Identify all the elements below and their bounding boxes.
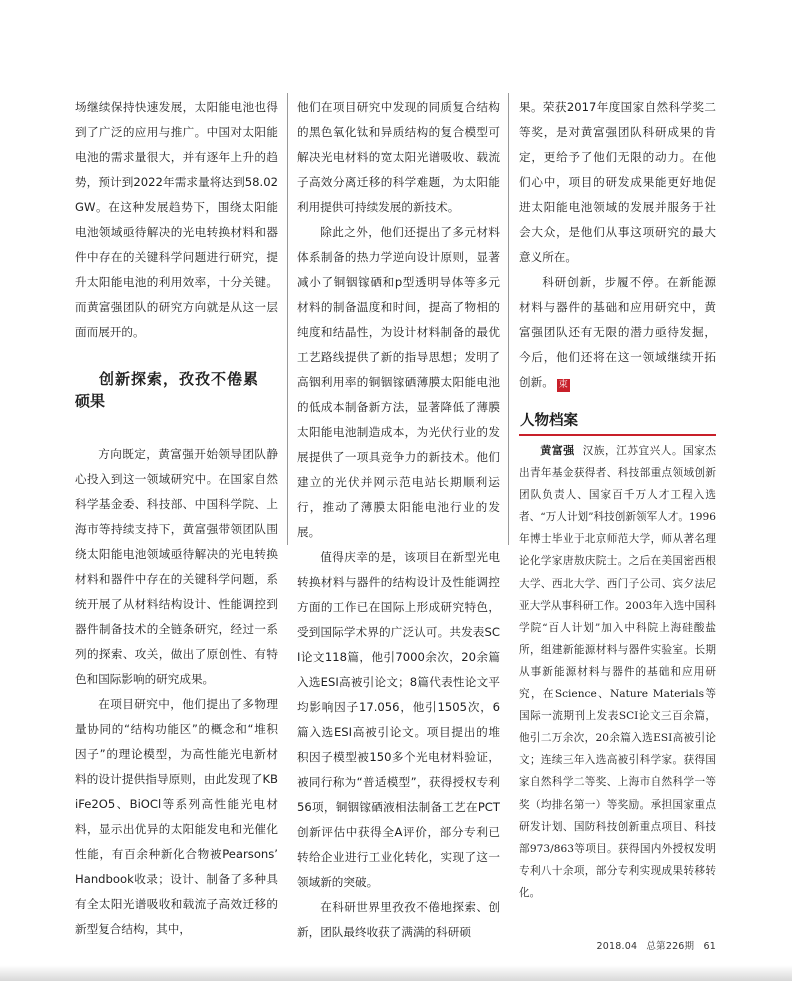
paragraph: 除此之外，他们还提出了多元材料体系制备的热力学逆向设计原则，显著减小了铜铟镓硒和p型透明导体等多元材料的制备温度和时间，提高了物相的纯度和结晶性，为设计材料制备的最优工艺路线提供了新的指导思想；发明了高铟利用率的铜铟镓硒薄膜太阳能电池的低成本制备新方法，显著降低了薄膜太阳能电池制造成本，为光伏行业的发展提供了一项具竞争力的新技术。他们建立的光伏并网示范电站长期顺利运行，推动了薄膜太阳能电池行业的发展。 bbox=[297, 225, 500, 539]
total-issue: 总第226期 bbox=[646, 941, 695, 952]
column-divider bbox=[508, 93, 509, 545]
paragraph: 场继续保持快速发展，太阳能电池也得到了广泛的应用与推广。中国对太阳能电池的需求量很大，并有逐年上升的趋势，预计到2022年需求量将达到58.02GW。在这种发展趋势下，围绕太阳能电池领域亟待解决的光电转换材料和器件中存在的关键科学问题进行研究，提升太阳能电池的利用效率，十分关键。而黄富强团队的研究方向就是从这一层面而展开的。 bbox=[75, 100, 278, 339]
paragraph: 在项目研究中，他们提出了多物理量协同的“结构功能区”的概念和“堆积因子”的理论模型，为高性能光电新材料的设计提供指导原则，由此发现了KBiFe2O5、BiOCl等系列高性能光电材料，显示出优异的太阳能发电和光催化性能，有百余种新化合物被Pearsons’ Handbook收录；设计、制备了多种具有全太阳光谱吸收和载流子高效迁移的新型复合结构，其中， bbox=[75, 697, 278, 936]
profile-box bbox=[519, 409, 716, 904]
issue-date: 2018.04 bbox=[596, 941, 638, 952]
paragraph: 方向既定，黄富强开始领导团队静心投入到这一领域研究中。在国家自然科学基金委、科技部、中国科学院、上海市等持续支持下，黄富强带领团队围绕太阳能电池领域亟待解决的光电转换材料和器件中存在的关键科学问题，系统开展了从材料结构设计、性能调控到器件制备技术的全链条研究，经过一系列的探索、攻关，做出了原创性、有特色和国际影响的研究成果。 bbox=[75, 447, 278, 686]
column-2 bbox=[297, 95, 500, 945]
section-heading-line-2: 硕果 bbox=[75, 392, 106, 410]
page-edge-shadow bbox=[0, 965, 792, 981]
column-3 bbox=[519, 95, 716, 904]
paragraph: 在科研世界里孜孜不倦地探索、创新，团队最终收获了满满的科研硕 bbox=[297, 900, 500, 939]
paragraph-final bbox=[519, 270, 716, 395]
end-mark-icon: 束 bbox=[558, 380, 568, 390]
section-heading-line-1: 创新探索，孜孜不倦累 bbox=[99, 370, 260, 388]
profile-text bbox=[519, 440, 716, 904]
profile-name: 黄富强 bbox=[540, 444, 575, 457]
section-heading bbox=[75, 368, 278, 412]
page-footer bbox=[591, 938, 717, 952]
paragraph: 果。荣获2017年度国家自然科学奖二等奖，是对黄富强团队科研成果的肯定，更给予了他们无限的动力。在他们心中，项目的研发成果能更好地促进太阳能电池领域的发展并服务于社会大众，是他们从事这项研究的最大意义所在。 bbox=[519, 100, 716, 264]
paragraph: 值得庆幸的是，该项目在新型光电转换材料与器件的结构设计及性能调控方面的工作已在国际上形成研究特色，受到国际学术界的广泛认可。共发表SCI论文118篇，他引7000余次，20余篇入选ESI高被引论文；8篇代表性论文平均影响因子17.056，他引1505次，6篇入选ESI高被引论文。项目提出的堆积因子模型被150多个光电材料验证，被同行称为“普适模型”，获得授权专利56项，铜铟镓硒液相法制备工艺在PCT创新评估中获得全A评价，部分专利已转给企业进行工业化转化，实现了这一领域新的突破。 bbox=[297, 550, 500, 889]
profile-bio: 汉族，江苏宜兴人。国家杰出青年基金获得者、科技部重点领域创新团队负责人、国家百千万人才工程入选者、“万人计划”科技创新领军人才。1996年博士毕业于北京师范大学，师从著名理论化学家唐敖庆院士。之后在美国密西根大学、西北大学、西门子公司、宾夕法尼亚大学从事科研工作。2003年入选中国科学院“百人计划”加入中科院上海硅酸盐所，组建新能源材料与器件实验室。长期从事新能源材料与器件的基础和应用研究，在Science、Nature Materials等国际一流期刊上发表SCI论文三百余篇，他引二万余次，20余篇入选ESI高被引论文；连续三年入选高被引科学家。获得国家自然科学二等奖、上海市自然科学一等奖（均排名第一）等奖励。承担国家重点研发计划、国防科技创新重点项目、科技部973/863等项目。获得国内外授权发明专利八十余项，部分专利实现成果转移转化。 bbox=[519, 445, 717, 899]
page-number: 61 bbox=[703, 941, 716, 952]
column-divider bbox=[287, 93, 288, 545]
column-1 bbox=[75, 95, 278, 942]
profile-title: 人物档案 bbox=[520, 412, 578, 429]
profile-divider bbox=[519, 434, 716, 436]
paragraph-text: 科研创新，步履不停。在新能源材料与器件的基础和应用研究中，黄富强团队还有无限的潜力亟待发掘，今后，他们还将在这一领域继续开拓创新。 bbox=[519, 275, 716, 389]
paragraph: 他们在项目研究中发现的同质复合结构的黑色氧化钛和异质结构的复合模型可解决光电材料的宽太阳光谱吸收、载流子高效分离迁移的科学难题，为太阳能利用提供可持续发展的新技术。 bbox=[297, 100, 500, 214]
